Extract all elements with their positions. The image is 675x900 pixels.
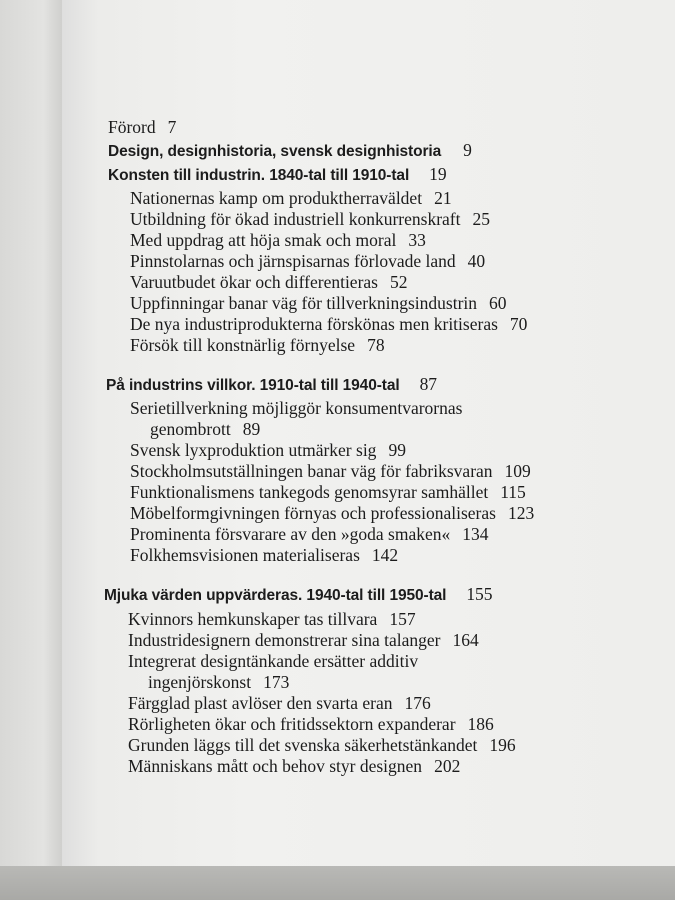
toc-entry	[130, 461, 531, 482]
toc-page-number: 25	[472, 209, 490, 229]
toc-entry	[130, 230, 426, 251]
toc-entry-title: Människans mått och behov styr designen	[128, 756, 423, 776]
toc-entry-title: Pinnstolarnas och järnspisarnas förlovade land	[130, 251, 456, 271]
toc-page-number: 202	[434, 756, 461, 776]
toc-page-number: 87	[419, 374, 437, 394]
toc-entry	[130, 335, 385, 356]
toc-page-number: 115	[500, 482, 526, 502]
toc-entry	[128, 714, 494, 735]
toc-entry	[130, 440, 406, 461]
toc-entry	[130, 272, 407, 293]
toc-page-number: 164	[452, 630, 479, 650]
toc-entry	[130, 398, 462, 440]
toc-page-number: 21	[434, 188, 452, 208]
toc-page-number: 78	[367, 335, 385, 355]
toc-entry-title: Grunden läggs till det svenska säkerhetstänkandet	[128, 735, 478, 755]
toc-entry	[128, 735, 516, 756]
toc-heading-title: Design, designhistoria, svensk designhistoria	[108, 143, 442, 160]
toc-entry-title: Med uppdrag att höja smak och moral	[130, 230, 397, 250]
toc-page-number: 134	[462, 524, 489, 544]
toc-entry-title: Färgglad plast avlöser den svarta eran	[128, 693, 393, 713]
toc-entry-title: Nationernas kamp om produktherraväldet	[130, 188, 423, 208]
toc-entry	[130, 545, 398, 566]
toc-entry	[128, 693, 431, 714]
toc-entry-forord	[108, 117, 176, 138]
toc-entry-title: Integrerat designtänkande ersätter additiv	[128, 651, 419, 671]
toc-page-number: 70	[509, 314, 528, 334]
toc-entry-title: Utbildning för ökad industriell konkurrenskraft	[130, 209, 461, 229]
toc-page-number: 99	[388, 440, 406, 460]
table-surface	[0, 866, 675, 900]
toc-heading-chapter-3	[104, 584, 492, 605]
toc-entry	[130, 503, 534, 524]
toc-entry-title: Rörligheten ökar och fritidssektorn expanderar	[128, 714, 456, 734]
toc-entry-title: De nya industriprodukterna förskönas men kritiseras	[130, 314, 498, 334]
toc-heading-chapter-2	[106, 374, 437, 395]
toc-page-number: 89	[242, 419, 261, 439]
toc-entry-title: Industridesignern demonstrerar sina talanger	[128, 630, 441, 650]
toc-heading-title: Mjuka värden uppvärderas. 1940-tal till 1950-tal	[104, 587, 447, 604]
toc-page-number: 52	[389, 272, 408, 292]
toc-entry	[130, 314, 527, 335]
toc-page-number: 7	[167, 117, 177, 137]
toc-entry-title: Förord	[108, 117, 156, 137]
toc-entry-title: Funktionalismens tankegods genomsyrar samhället	[130, 482, 489, 502]
toc-page-number: 196	[489, 735, 516, 755]
toc-page-number: 19	[429, 164, 447, 184]
toc-entry	[130, 293, 507, 314]
toc-entry	[130, 524, 489, 545]
toc-entry	[130, 188, 452, 209]
toc-page-number: 33	[408, 230, 426, 250]
toc-page-number: 109	[504, 461, 531, 481]
toc-heading-title: Konsten till industrin. 1840-tal till 1910-tal	[108, 167, 410, 184]
toc-entry-title-continued: genombrott	[150, 419, 231, 439]
toc-entry	[128, 651, 418, 693]
toc-entry-title: Stockholmsutställningen banar väg för fabriksvaran	[130, 461, 493, 481]
toc-page-number: 157	[389, 609, 416, 629]
toc-page-number: 40	[467, 251, 486, 271]
toc-entry	[128, 630, 479, 651]
toc-page-number: 9	[463, 140, 472, 160]
toc-entry-title: Möbelformgivningen förnyas och professionaliseras	[130, 503, 496, 523]
toc-entry-title: Uppfinningar banar väg för tillverkningsindustrin	[130, 293, 478, 313]
toc-entry-title: Försök till konstnärlig förnyelse	[130, 335, 356, 355]
toc-entry	[130, 251, 485, 272]
toc-entry	[128, 756, 460, 777]
toc-entry-title: Prominenta försvarare av den »goda smaken«	[130, 524, 451, 544]
toc-page-number: 155	[466, 584, 493, 604]
toc-page-number: 176	[404, 693, 431, 713]
toc-entry-title-continued: ingenjörskonst	[148, 672, 252, 692]
toc-heading-title: På industrins villkor. 1910-tal till 1940-tal	[106, 377, 400, 394]
toc-entry	[128, 609, 416, 630]
toc-entry-title: Folkhemsvisionen materialiseras	[130, 545, 360, 565]
toc-entry	[130, 209, 490, 230]
toc-entry-title: Varuutbudet ökar och differentieras	[130, 272, 378, 292]
toc-entry-title: Svensk lyxproduktion utmärker sig	[130, 440, 377, 460]
toc-page-number: 123	[507, 503, 535, 523]
toc-page-number: 186	[467, 714, 494, 734]
toc-heading-chapter-1	[108, 164, 446, 185]
toc-heading-intro	[108, 140, 472, 161]
toc-entry-title: Serietillverkning möjliggör konsumentvarornas	[130, 398, 463, 418]
toc-page-number: 60	[489, 293, 507, 313]
toc-entry-title: Kvinnors hemkunskaper tas tillvara	[128, 609, 378, 629]
toc-page-number: 142	[371, 545, 399, 565]
toc-page-number: 173	[263, 672, 290, 692]
toc-entry	[130, 482, 526, 503]
